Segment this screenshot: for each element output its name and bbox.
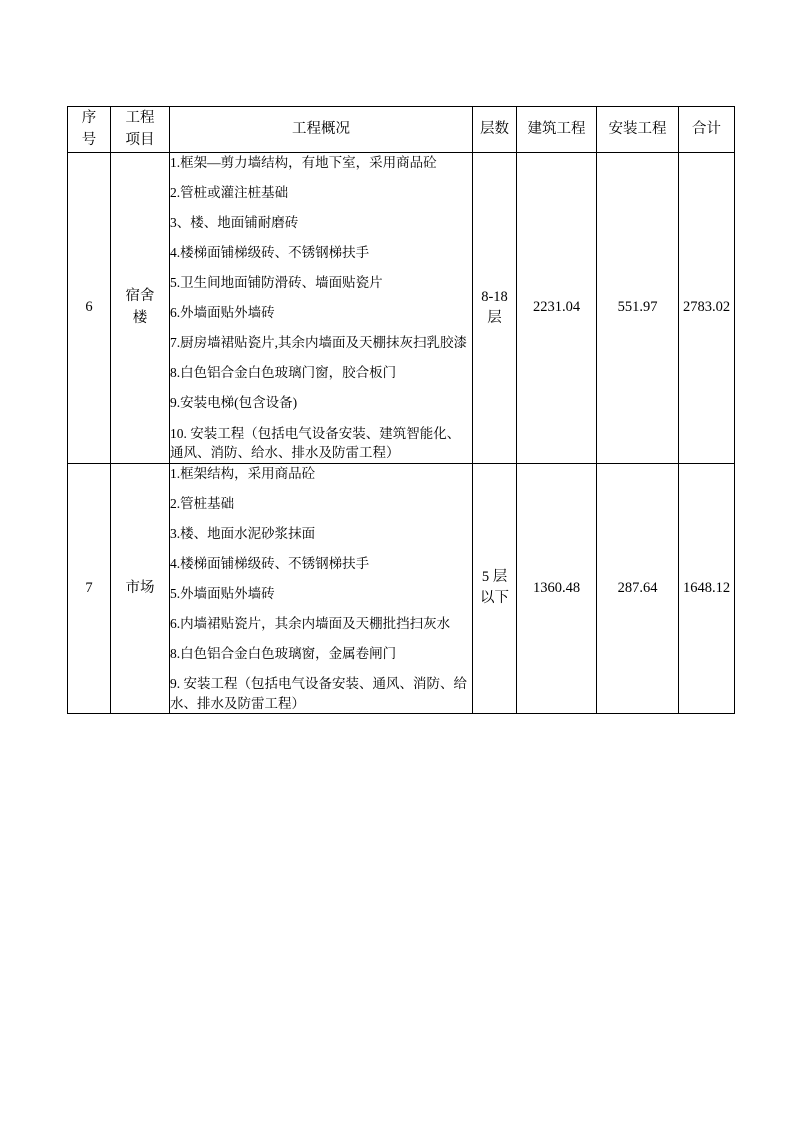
overview-item: 9.安装电梯(包含设备) bbox=[170, 395, 298, 411]
overview-item: 5.外墙面贴外墙砖 bbox=[170, 585, 275, 601]
overview-item: 3.楼、地面水泥砂浆抹面 bbox=[170, 525, 316, 541]
row-installation-works: 287.64 bbox=[597, 463, 679, 714]
overview-item: 5.卫生间地面铺防滑砖、墙面贴瓷片 bbox=[170, 275, 383, 291]
row-seq: 7 bbox=[68, 463, 111, 714]
overview-item: 1.框架—剪力墙结构，有地下室，采用商品砼 bbox=[170, 154, 437, 170]
overview-item: 2.管桩基础 bbox=[170, 495, 235, 511]
overview-item: 1.框架结构，采用商品砼 bbox=[170, 465, 316, 481]
header-overview: 工程概况 bbox=[170, 107, 473, 153]
spec-table-container bbox=[67, 106, 734, 714]
table-row bbox=[68, 152, 735, 463]
table-header-row bbox=[68, 107, 735, 153]
header-seq: 序 号 bbox=[68, 107, 111, 153]
overview-item: 6.内墙裙贴瓷片，其余内墙面及天棚批挡扫灰水 bbox=[170, 615, 451, 631]
row-building-works: 1360.48 bbox=[517, 463, 597, 714]
overview-item: 3、楼、地面铺耐磨砖 bbox=[170, 215, 299, 231]
row-overview bbox=[170, 463, 473, 714]
overview-item: 2.管桩或灌注桩基础 bbox=[170, 185, 289, 200]
row-floors-line: 5 层 bbox=[481, 569, 508, 586]
row-overview bbox=[170, 152, 473, 463]
row-total: 2783.02 bbox=[679, 152, 735, 463]
row-project-line: 宿舍 bbox=[125, 288, 155, 305]
header-project: 工程 项目 bbox=[111, 107, 170, 153]
row-seq: 6 bbox=[68, 152, 111, 463]
row-project-line: 楼 bbox=[132, 309, 148, 326]
header-total: 合计 bbox=[679, 107, 735, 153]
row-installation-works: 551.97 bbox=[597, 152, 679, 463]
header-installation-works: 安装工程 bbox=[597, 107, 679, 153]
row-floors-line: 层 bbox=[487, 309, 502, 326]
table-row bbox=[68, 463, 735, 714]
row-floors-line: 以下 bbox=[480, 590, 509, 607]
header-building-works: 建筑工程 bbox=[517, 107, 597, 153]
overview-item: 8.白色铝合金白色玻璃窗，金属卷闸门 bbox=[170, 646, 397, 661]
row-project bbox=[111, 463, 170, 714]
engineering-spec-table bbox=[67, 106, 735, 714]
overview-item: 4.楼梯面铺梯级砖、不锈钢梯扶手 bbox=[170, 245, 370, 261]
overview-item: 10. 安装工程（包括电气设备安装、建筑智能化、通风、消防、给水、排水及防雷工程） bbox=[170, 425, 461, 461]
overview-item: 9. 安装工程（包括电气设备安装、通风、消防、给水、排水及防雷工程） bbox=[170, 676, 467, 711]
row-total: 1648.12 bbox=[679, 463, 735, 714]
overview-item: 6.外墙面贴外墙砖 bbox=[170, 305, 275, 321]
row-building-works: 2231.04 bbox=[517, 152, 597, 463]
header-floors: 层数 bbox=[473, 107, 517, 153]
overview-item: 4.楼梯面铺梯级砖、不锈钢梯扶手 bbox=[170, 555, 370, 571]
overview-item: 7.厨房墙裙贴瓷片,其余内墙面及天棚抹灰扫乳胶漆 bbox=[170, 335, 467, 351]
row-floors-line: 8-18 bbox=[481, 288, 508, 305]
row-floors bbox=[473, 152, 517, 463]
row-project bbox=[111, 152, 170, 463]
overview-item: 8.白色铝合金白色玻璃门窗，胶合板门 bbox=[170, 365, 397, 381]
row-floors bbox=[473, 463, 517, 714]
row-project-line: 市场 bbox=[125, 579, 155, 596]
